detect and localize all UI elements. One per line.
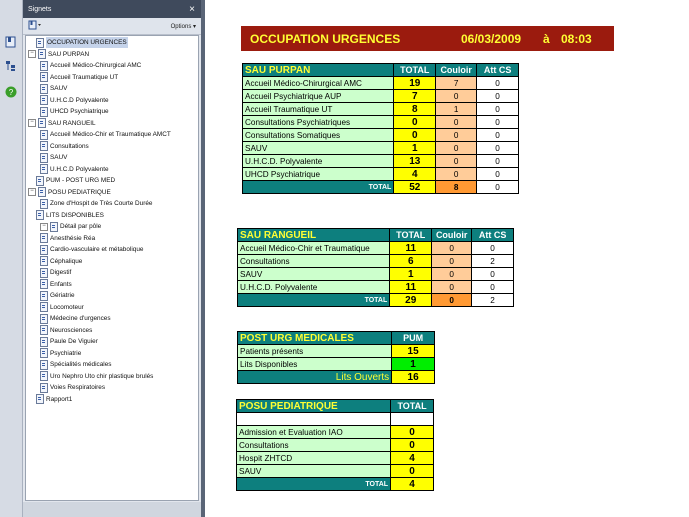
bookmark-item[interactable]: [40, 348, 81, 359]
att-cs-cell: 0: [477, 142, 519, 155]
bookmark-label: Rapport1: [46, 395, 73, 403]
expand-toggle-icon[interactable]: −: [28, 188, 36, 196]
bookmark-item[interactable]: [28, 118, 96, 129]
expand-toggle-icon[interactable]: −: [40, 223, 48, 231]
expand-toggle-icon[interactable]: [28, 40, 34, 46]
expand-toggle-icon[interactable]: −: [28, 119, 36, 127]
bookmark-tree: [25, 35, 199, 501]
bookmark-label: Uro Nephro Uto chir plastique brulés: [50, 372, 154, 380]
bookmark-label: Détail par pôle: [60, 223, 102, 230]
bookmark-page-icon: [40, 61, 48, 71]
total-cell: 0: [394, 116, 436, 129]
table-row: [243, 77, 519, 90]
couloir-cell: 0: [432, 242, 472, 255]
value-cell: 4: [391, 452, 434, 465]
bookmark-label: SAUV: [50, 85, 68, 92]
bookmark-item[interactable]: [40, 325, 92, 336]
column-header: Couloir: [436, 64, 477, 77]
bookmark-item[interactable]: [40, 129, 171, 140]
table-row: [243, 155, 519, 168]
total-cell: 6: [390, 255, 432, 268]
bookmark-label: POSU PEDIATRIQUE: [48, 188, 111, 196]
bookmark-label: SAUV: [50, 154, 68, 161]
bookmark-item[interactable]: [40, 359, 111, 370]
bookmark-label: Accueil Médico-Chirurgical AMC: [50, 62, 142, 69]
bookmark-page-icon: [38, 187, 46, 197]
bookmark-item[interactable]: [40, 198, 152, 209]
total-cell: 7: [394, 90, 436, 103]
row-label: Hospit ZHTCD: [237, 452, 391, 465]
bookmark-item[interactable]: [40, 302, 84, 313]
bookmark-item[interactable]: [28, 175, 115, 186]
spacer-cell: [391, 413, 434, 426]
bookmark-item[interactable]: [28, 37, 128, 48]
bookmark-page-icon: [40, 268, 48, 278]
table-row: [243, 142, 519, 155]
bookmark-item[interactable]: [40, 152, 67, 163]
bookmark-label: Paule De Viguier: [50, 338, 98, 345]
row-label: SAUV: [243, 142, 394, 155]
table-header-row: [238, 229, 514, 242]
bookmark-label: Psychiatrie: [50, 349, 82, 357]
help-icon[interactable]: [3, 84, 18, 99]
table-row: [243, 168, 519, 181]
document-page: [205, 0, 689, 517]
bookmark-label: Consultations: [50, 142, 89, 150]
couloir-total-cell: 8: [436, 181, 477, 194]
bookmark-page-icon: [40, 371, 48, 381]
bookmark-item[interactable]: [40, 72, 118, 83]
att-cs-cell: 0: [477, 168, 519, 181]
table-total-row: [243, 181, 519, 194]
bookmark-page-icon: [40, 233, 48, 243]
report-title: OCCUPATION URGENCES: [250, 31, 401, 46]
table-title: SAU PURPAN: [243, 64, 394, 77]
att-cs-cell: 0: [472, 281, 514, 294]
total-cell: 1: [394, 142, 436, 155]
bookmark-item[interactable]: [40, 267, 71, 278]
couloir-cell: 0: [436, 142, 477, 155]
table-title: SAU RANGUEIL: [238, 229, 390, 242]
bookmark-page-icon: [40, 199, 48, 209]
bookmark-item[interactable]: [40, 371, 153, 382]
bookmark-label: Voies Respiratoires: [50, 384, 106, 391]
bookmarks-icon[interactable]: [3, 34, 18, 49]
total-label: TOTAL: [243, 181, 394, 194]
grand-total-cell: 16: [392, 371, 435, 384]
total-label: TOTAL: [238, 294, 390, 307]
att-cs-cell: 0: [477, 129, 519, 142]
bookmark-label: Locomoteur: [50, 303, 84, 311]
row-label: Accueil Traumatique UT: [243, 103, 394, 116]
row-label: UHCD Psychiatrique: [243, 168, 394, 181]
report-time: 08:03: [561, 31, 592, 46]
bookmark-page-icon: [40, 245, 48, 255]
bookmark-item[interactable]: [40, 279, 72, 290]
bookmark-page-icon: [40, 337, 48, 347]
expand-toggle-icon[interactable]: [28, 212, 34, 218]
panel-header: [23, 0, 201, 18]
att-cs-cell: 0: [477, 155, 519, 168]
bookmark-label: U.H.C.D Polyvalente: [50, 165, 109, 173]
att-cs-total-cell: 2: [472, 294, 514, 307]
grand-total-cell: 52: [394, 181, 436, 194]
table-row: [238, 358, 435, 371]
att-cs-cell: 0: [477, 116, 519, 129]
table-row: [238, 281, 514, 294]
row-label: Accueil Médico-Chirurgical AMC: [243, 77, 394, 90]
bookmark-page-icon: [40, 72, 48, 82]
table-total-row: [238, 294, 514, 307]
couloir-total-cell: 0: [432, 294, 472, 307]
bookmark-label: LITS DISPONIBLES: [46, 211, 104, 219]
layers-icon[interactable]: [3, 58, 18, 73]
close-icon[interactable]: ×: [189, 3, 195, 15]
spacer-row: [237, 413, 434, 426]
column-header: TOTAL: [391, 400, 434, 413]
bookmark-item[interactable]: [40, 106, 109, 117]
bookmark-page-icon: [38, 118, 46, 128]
bookmark-page-icon: [40, 383, 48, 393]
table-row: [237, 452, 434, 465]
bookmark-label: Enfants: [50, 280, 72, 288]
couloir-cell: 7: [436, 77, 477, 90]
bookmark-label: Accueil Médico-Chir et Traumatique AMCT: [50, 131, 171, 138]
bookmark-page-icon: [40, 95, 48, 105]
bookmark-page-icon: [40, 256, 48, 266]
bookmark-label: Cardio-vasculaire et métabolique: [50, 246, 144, 253]
total-cell: 8: [394, 103, 436, 116]
total-cell: 11: [390, 242, 432, 255]
bookmark-label: PUM - POST URG MED: [46, 177, 116, 184]
bookmark-page-icon: [40, 314, 48, 324]
report-at: à: [543, 31, 550, 46]
column-header: Couloir: [432, 229, 472, 242]
row-label: Lits Disponibles: [238, 358, 392, 371]
bookmark-label: Céphalique: [50, 257, 83, 265]
column-header: TOTAL: [390, 229, 432, 242]
table-row: [238, 268, 514, 281]
grand-total-cell: 29: [390, 294, 432, 307]
bookmark-item[interactable]: [40, 221, 101, 232]
bookmark-label: Accueil Traumatique UT: [50, 73, 119, 81]
row-label: U.H.C.D. Polyvalente: [243, 155, 394, 168]
bookmark-label: SAU PURPAN: [48, 50, 90, 58]
bookmark-item[interactable]: [40, 233, 95, 244]
couloir-cell: 0: [432, 268, 472, 281]
couloir-cell: 0: [432, 255, 472, 268]
value-cell: 0: [391, 439, 434, 452]
bookmark-page-icon: [40, 153, 48, 163]
couloir-cell: 0: [436, 116, 477, 129]
table-row: [238, 242, 514, 255]
row-label: Consultations Somatiques: [243, 129, 394, 142]
column-header: PUM: [392, 332, 435, 345]
bookmark-item[interactable]: [40, 164, 109, 175]
bookmark-label: OCCUPATION URGENCES: [47, 39, 127, 46]
total-label: TOTAL: [237, 478, 391, 491]
total-cell: 19: [394, 77, 436, 90]
expand-toggle-icon[interactable]: [28, 178, 34, 184]
bookmark-item[interactable]: [40, 95, 109, 106]
side-toolstrip: [0, 0, 23, 517]
row-label: Consultations: [238, 255, 390, 268]
spacer-cell: [237, 413, 391, 426]
table-row: [243, 116, 519, 129]
row-label: U.H.C.D. Polyvalente: [238, 281, 390, 294]
bookmark-label: Anesthésie Réa: [50, 234, 96, 242]
expand-toggle-icon[interactable]: [28, 396, 34, 402]
bookmark-label: Gériatrie: [50, 292, 75, 299]
table-sau-rangueil: [237, 228, 514, 307]
bookmark-item[interactable]: [40, 60, 141, 71]
row-label: Accueil Psychiatrique AUP: [243, 90, 394, 103]
panel-title: Signets: [28, 5, 52, 13]
bookmark-page-icon: [40, 279, 48, 289]
bookmark-menu-icon[interactable]: [28, 20, 42, 32]
table-row: [238, 255, 514, 268]
bookmark-page-icon: [40, 302, 48, 312]
couloir-cell: 0: [436, 155, 477, 168]
options-menu[interactable]: Options ▾: [170, 23, 196, 30]
bookmark-label: UHCD Psychiatrique: [50, 108, 109, 115]
panel-toolbar: [23, 18, 201, 35]
bookmark-label: Neurosciences: [50, 326, 93, 334]
total-cell: 4: [394, 168, 436, 181]
bookmark-item[interactable]: [40, 244, 143, 255]
bookmark-item[interactable]: [28, 394, 72, 405]
table-title: POSU PEDIATRIQUE: [237, 400, 391, 413]
value-cell: 1: [392, 358, 435, 371]
report-title-bar: [241, 26, 614, 51]
bookmark-page-icon: [40, 164, 48, 174]
bookmark-page-icon: [40, 84, 48, 94]
bookmark-page-icon: [36, 210, 44, 220]
value-cell: 0: [391, 465, 434, 478]
total-label: Lits Ouverts: [238, 371, 392, 384]
table-posu-pediatrique: [236, 399, 434, 491]
table-title: POST URG MEDICALES: [238, 332, 392, 345]
table-row: [237, 465, 434, 478]
row-label: Consultations Psychiatriques: [243, 116, 394, 129]
bookmark-item[interactable]: [40, 336, 98, 347]
att-cs-cell: 0: [477, 77, 519, 90]
bookmark-page-icon: [40, 360, 48, 370]
column-header: TOTAL: [394, 64, 436, 77]
bookmark-page-icon: [36, 38, 44, 48]
total-cell: 13: [394, 155, 436, 168]
table-sau-purpan: [242, 63, 519, 194]
table-total-row: [237, 478, 434, 491]
bookmark-label: U.H.C.D Polyvalente: [50, 96, 109, 104]
att-cs-total-cell: 0: [477, 181, 519, 194]
row-label: Admission et Evaluation IAO: [237, 426, 391, 439]
table-row: [237, 439, 434, 452]
table-header-row: [243, 64, 519, 77]
bookmark-item[interactable]: [40, 141, 89, 152]
value-cell: 15: [392, 345, 435, 358]
couloir-cell: 0: [432, 281, 472, 294]
table-row: [243, 103, 519, 116]
bookmark-item[interactable]: [40, 313, 111, 324]
svg-text:?: ?: [8, 87, 13, 97]
bookmark-page-icon: [36, 176, 44, 186]
bookmark-item[interactable]: [40, 290, 75, 301]
bookmark-item[interactable]: [28, 210, 104, 221]
bookmark-page-icon: [50, 222, 58, 232]
grand-total-cell: 4: [391, 478, 434, 491]
bookmark-label: Médecine d'urgences: [50, 315, 111, 322]
bookmark-page-icon: [40, 325, 48, 335]
row-label: SAUV: [238, 268, 390, 281]
bookmark-page-icon: [40, 348, 48, 358]
total-cell: 0: [394, 129, 436, 142]
table-header-row: [238, 332, 435, 345]
att-cs-cell: 0: [472, 242, 514, 255]
att-cs-cell: 2: [472, 255, 514, 268]
bookmark-page-icon: [38, 49, 46, 59]
bookmark-page-icon: [36, 394, 44, 404]
expand-toggle-icon[interactable]: −: [28, 50, 36, 58]
bookmark-page-icon: [40, 107, 48, 117]
bookmark-page-icon: [40, 130, 48, 140]
bookmark-item[interactable]: [28, 187, 111, 198]
bookmark-item[interactable]: [40, 83, 67, 94]
report-date: 06/03/2009: [461, 31, 522, 46]
table-header-row: [237, 400, 434, 413]
bookmark-item[interactable]: [28, 49, 89, 60]
bookmark-label: Spécialités médicales: [50, 361, 112, 368]
couloir-cell: 0: [436, 168, 477, 181]
row-label: Patients présents: [238, 345, 392, 358]
table-post-urg-medicales: [237, 331, 435, 384]
total-cell: 1: [390, 268, 432, 281]
bookmark-item[interactable]: [40, 256, 82, 267]
bookmark-page-icon: [40, 291, 48, 301]
table-row: [237, 426, 434, 439]
row-label: SAUV: [237, 465, 391, 478]
table-total-row: [238, 371, 435, 384]
att-cs-cell: 0: [477, 103, 519, 116]
table-row: [243, 90, 519, 103]
bookmarks-panel: [23, 0, 201, 517]
att-cs-cell: 0: [472, 268, 514, 281]
bookmark-item[interactable]: [40, 382, 105, 393]
row-label: Accueil Médico-Chir et Traumatique: [238, 242, 390, 255]
bookmark-label: SAU RANGUEIL: [48, 119, 96, 127]
table-row: [243, 129, 519, 142]
row-label: Consultations: [237, 439, 391, 452]
bookmark-label: Digestif: [50, 269, 72, 276]
couloir-cell: 0: [436, 129, 477, 142]
couloir-cell: 1: [436, 103, 477, 116]
table-row: [238, 345, 435, 358]
bookmark-label: Zone d'Hospit de Très Courte Durée: [50, 200, 153, 207]
couloir-cell: 0: [436, 90, 477, 103]
value-cell: 0: [391, 426, 434, 439]
att-cs-cell: 0: [477, 90, 519, 103]
panel-footer: [23, 502, 201, 517]
column-header: Att CS: [472, 229, 514, 242]
column-header: Att CS: [477, 64, 519, 77]
bookmark-page-icon: [40, 141, 48, 151]
total-cell: 11: [390, 281, 432, 294]
